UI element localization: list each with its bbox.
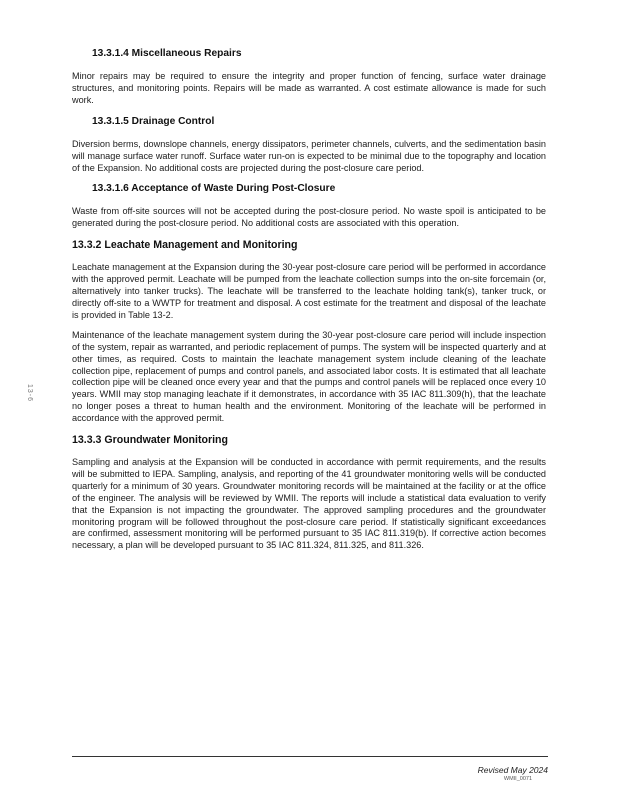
footer-revised-date: Revised May 2024 <box>477 765 548 775</box>
paragraph-misc-repairs: Minor repairs may be required to ensure the integrity and proper function of fencing, surface water drainage structures, and monitoring points. Repairs will be made as warranted. A cost estimate allowance is made for such work. <box>72 71 546 105</box>
footer-rule <box>72 756 548 757</box>
section-heading-groundwater: 13.3.3 Groundwater Monitoring <box>72 434 228 447</box>
section-heading-drainage-control: 13.3.1.5 Drainage Control <box>92 115 215 127</box>
page-number-side: 13-6 <box>26 384 33 403</box>
section-heading-leachate: 13.3.2 Leachate Management and Monitoring <box>72 239 298 252</box>
section-heading-waste-acceptance: 13.3.1.6 Acceptance of Waste During Post-Closure <box>92 183 336 195</box>
paragraph-drainage-control: Diversion berms, downslope channels, energy dissipators, perimeter channels, culverts, and the sedimentation basin will manage surface water runoff. Surface water run-on is expected to be minimal due to the topography and location of the Expansion. No additional costs are projected during the post-closure care period. <box>72 138 546 173</box>
section-heading-misc-repairs: 13.3.1.4 Miscellaneous Repairs <box>92 48 242 59</box>
paragraph-groundwater: Sampling and analysis at the Expansion will be conducted in accordance with permit requirements, and the results will be submitted to IEPA. Sampling, analysis, and reporting of the 41 groundwater monitoring wells will be conducted quarterly for a minimum of 30 years. Groundwater monitoring records will be maintained at the facility or at the office of the engineer. The analysis will be reviewed by WMII. The reports will include a statistical data evaluation to verify that the Expansion is not impacting the groundwater. The approved sampling procedures and the groundwater monitoring program will be followed throughout the post-closure care period. If statistically significant exceedances are confirmed, assessment monitoring will be performed pursuant to 35 IAC 811.319(b). If corrective action becomes necessary, a plan will be developed pursuant to 35 IAC 811.324, 811.325, and 811.326. <box>72 457 546 551</box>
document-body <box>72 47 546 552</box>
paragraph-waste-acceptance: Waste from off-site sources will not be accepted during the post-closure period. No waste spoil is anticipated to be generated during the post-closure period. No additional costs are associated with this operation. <box>72 206 546 229</box>
footer-document-id: WMII_0071 <box>503 776 532 782</box>
paragraph-leachate-management: Leachate management at the Expansion during the 30-year post-closure care period will be performed in accordance with the approved permit. Leachate will be pumped from the leachate collection sumps into the on-site forcemain (or, alternatively into tanker trucks). The leachate will be transferred to the leachate holding tank(s), tanker truck, or directly off-site to a WWTP for treatment and disposal. A cost estimate for the treatment and disposal of the leachate is provided in Table 13-2. <box>72 262 546 320</box>
paragraph-leachate-maintenance: Maintenance of the leachate management system during the 30-year post-closure care period will include inspection of the system, repair as warranted, and periodic replacement of pumps. The system will be inspected quarterly and at other times, as required. Costs to maintain the leachate management system include cleaning of the leachate collection pipe, replacement of pumps and control panels, and associated labor costs. It is estimated that all leachate collection pipe will be cleaned once every year and that the pumps and control panels will be replaced once every 10 years. WMII may stop managing leachate if it demonstrates, in accordance with 35 IAC 811.309(h), that the leachate no longer poses a threat to human health and the environment. Monitoring of the leachate will be performed in accordance with the approved permit. <box>72 329 546 424</box>
